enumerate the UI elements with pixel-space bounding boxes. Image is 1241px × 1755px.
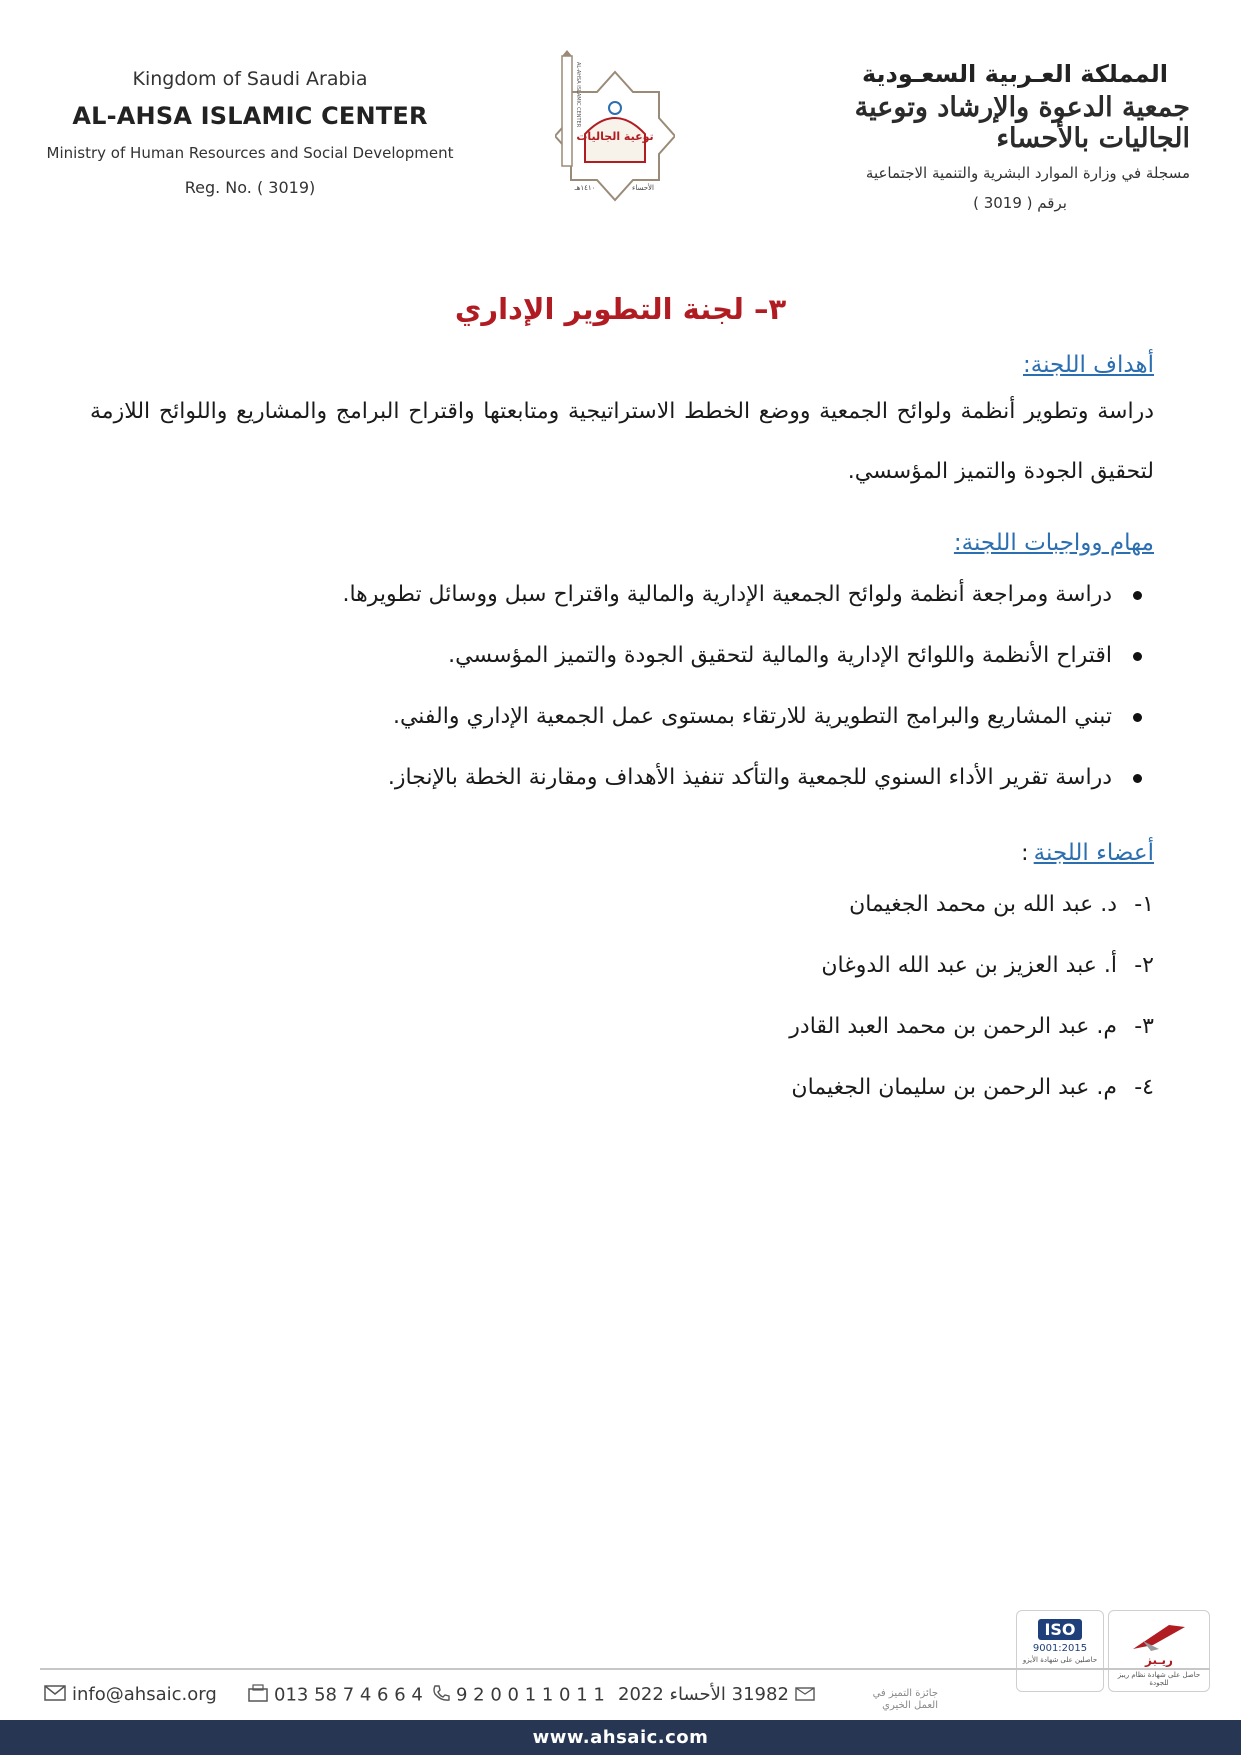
member-name: م. عبد الرحمن بن محمد العبد القادر <box>789 1014 1117 1039</box>
reg-number-ar: برقم ( 3019 ) <box>973 194 1067 212</box>
members-section <box>90 840 1154 1118</box>
tasks-heading: مهام وواجبات اللجنة: <box>953 530 1154 556</box>
member-number: ١- <box>1134 892 1154 917</box>
iso-standard: 9001:2015 <box>1032 1643 1088 1654</box>
svg-text:AL-AHSA ISLAMIC CENTER: AL-AHSA ISLAMIC CENTER <box>575 62 581 128</box>
svg-text:الأحساء: الأحساء <box>632 184 654 192</box>
kingdom-ar: المملكة العـربية السعـودية <box>861 60 1168 88</box>
center-name-en: AL-AHSA ISLAMIC CENTER <box>72 102 428 130</box>
fax-icon <box>248 1684 268 1707</box>
list-item: دراسة تقرير الأداء السنوي للجمعية والتأكد تنفيذ الأهداف ومقارنة الخطة بالإنجاز. <box>90 747 1154 808</box>
member-number: ٢- <box>1134 953 1154 978</box>
tasks-section <box>90 530 1154 808</box>
member-number: ٤- <box>1134 1075 1154 1100</box>
list-item: اقتراح الأنظمة واللوائح الإدارية والمالية لتحقيق الجودة والتميز المؤسسي. <box>90 625 1154 686</box>
iso-label: ISO <box>1038 1619 1081 1640</box>
website-link[interactable]: www.ahsaic.com <box>532 1727 709 1748</box>
page-title: ٣– لجنة التطوير الإداري <box>454 292 787 326</box>
members-heading: أعضاء اللجنة <box>1033 840 1154 866</box>
list-item <box>90 1057 1154 1118</box>
goals-text: دراسة وتطوير أنظمة ولوائح الجمعية ووضع الخطط الاستراتيجية ومتابعتها واقتراح البرامج والمشاريع واللوائح اللازمة لتحقيق الجودة والتميز المؤسسي. <box>90 399 1154 484</box>
member-number: ٣- <box>1134 1014 1154 1039</box>
kingdom-en: Kingdom of Saudi Arabia <box>132 68 368 90</box>
list-item <box>90 935 1154 996</box>
footer-email[interactable] <box>44 1684 217 1706</box>
ministry-en: Ministry of Human Resources and Social Development <box>46 144 454 162</box>
rbz-badge <box>1108 1610 1210 1692</box>
members-heading-row <box>90 840 1154 866</box>
ministry-ar: مسجلة في وزارة الموارد البشرية والتنمية الاجتماعية <box>865 164 1190 182</box>
members-list <box>90 874 1154 1118</box>
footer-phone[interactable] <box>432 1684 605 1707</box>
tasks-list <box>90 564 1154 808</box>
members-heading-colon: : <box>1021 841 1029 866</box>
header-arabic-block <box>790 60 1190 212</box>
rbz-label: ريـبز <box>1145 1653 1173 1667</box>
mailbox-icon <box>795 1685 815 1706</box>
member-name: م. عبد الرحمن بن سليمان الجغيمان <box>791 1075 1117 1100</box>
email-text: info@ahsaic.org <box>72 1684 217 1705</box>
list-item: تبني المشاريع والبرامج التطويرية للارتقاء بمستوى عمل الجمعية الإداري والفني. <box>90 686 1154 747</box>
svg-text:توعية الجاليات: توعية الجاليات <box>576 130 654 143</box>
association-logo-icon <box>555 50 675 220</box>
iso-caption: حاصلين على شهادة الأيزو <box>1022 1656 1098 1664</box>
rbz-logo-icon <box>1129 1619 1189 1655</box>
goals-heading: أهداف اللجنة: <box>1022 352 1154 378</box>
header-english-block <box>40 68 460 197</box>
rbz-caption: حاصل على شهادة نظام ريبز للجودة <box>1117 1671 1201 1687</box>
goals-section <box>90 352 1154 502</box>
footer-postal <box>618 1684 815 1706</box>
reg-number-en: Reg. No. ( 3019) <box>184 178 316 197</box>
postal-text: 31982 الأحساء 2022 <box>618 1684 789 1705</box>
member-name: د. عبد الله بن محمد الجغيمان <box>849 892 1117 917</box>
list-item: دراسة ومراجعة أنظمة ولوائح الجمعية الإدارية والمالية واقتراح سبل ووسائل تطويرها. <box>90 564 1154 625</box>
org-name-ar: جمعية الدعوة والإرشاد وتوعية الجاليات بالأحساء <box>854 92 1190 154</box>
footer-website-bar[interactable] <box>0 1720 1241 1755</box>
phone-icon <box>432 1684 450 1707</box>
mail-icon <box>44 1685 66 1706</box>
list-item <box>90 996 1154 1057</box>
footer-fax <box>248 1684 423 1707</box>
fax-text: 013 58 7 4 6 6 4 <box>274 1684 423 1706</box>
phone-text: 9 2 0 0 1 1 0 1 1 <box>456 1684 605 1706</box>
svg-text:١٤١٠هـ: ١٤١٠هـ <box>574 184 596 192</box>
member-name: أ. عبد العزيز بن عبد الله الدوغان <box>821 953 1117 978</box>
award-caption: جائزة التميز في العمل الخيري <box>872 1688 938 1711</box>
iso-badge <box>1016 1610 1104 1692</box>
list-item <box>90 874 1154 935</box>
footer-divider <box>40 1668 1210 1670</box>
